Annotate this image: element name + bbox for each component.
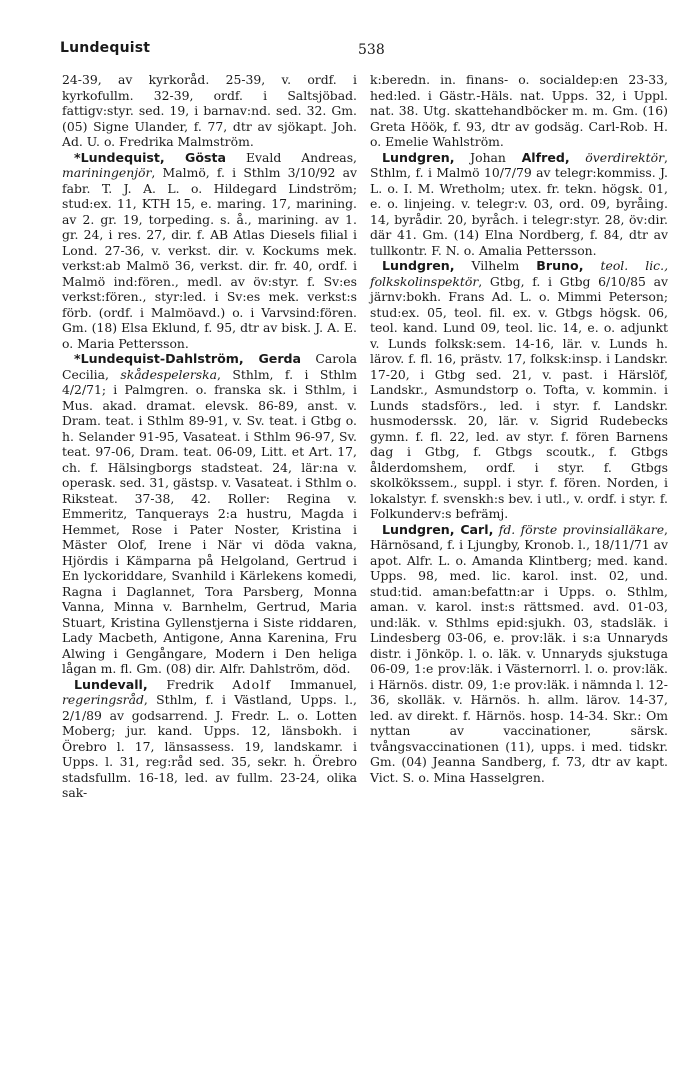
entry-title: fd. förste provinsialläkare	[493, 521, 665, 537]
running-headword: Lundequist	[60, 40, 151, 56]
entry-text: , Malmö, f. i Sthlm 3/10/92 av fabr. T. J. A. L. o. Hildegard Lindström; stud:ex. 11, KTH 15, e. maring. 17, marining. av 2. gr. 19, torpeding. s. å., marining. av 1. gr. 24, i res. 27, dir. f. AB Atlas Diesels filial i Lond. 27-36, v. verkst. dir. v. Kockums mek. verkst:ab Malmö 36, verkst. dir. fr. 40, ordf. i Malmö ind:fören., medl. av öv:styr. f. Sv:es verkst:fören., styr:led. i Sv:es mek. verkst:s förb. (ordf. i Malmöavd.) o. i Varvsind:fören. Gm. (18) Elsa Eklund, f. 95, dtr av bisk. J. A. E. o. Maria Pettersson.	[62, 165, 357, 351]
entry-lundequist-gosta	[62, 150, 357, 352]
entry-given-names: Immanuel,	[271, 676, 357, 692]
running-head	[60, 40, 660, 64]
entry-lundgren-alfred	[370, 150, 668, 259]
entry-lundgren-carl	[370, 522, 668, 786]
entry-headword: Lundgren, Carl,	[382, 521, 494, 537]
entry-text: , Sthlm, f. i Västland, Upps. l., 2/1/89 av godsarrend. J. Fredr. L. o. Lotten Moberg; jur. kand. Upps. 12, länsbokh. i Örebro l. 17, länsassess. 19, landskamr. i Upps. l. 31, reg:råd sed. 35, sekr. h. Örebro stadsfullm. 16-18, led. av fullm. 23-24, olika sak-	[62, 692, 357, 800]
entry-text: , Gtbg, f. i Gtbg 6/10/85 av järnv:bokh. Frans Ad. L. o. Mimmi Peterson; stud:ex. 05, teol. fil. ex. v. Gtbgs högsk. 06, teol. kand. Lund 09, teol. lic. 14, e. o. adjunkt v. Lunds folksk:sem. 14-16, lär. v. Lunds h. lärov. f. fl. 16, prästv. 17, folksk:insp. i Landskr. 17-20, i Gtbg sed. 21, v. past. i Härslöf, Landskr., Asmundstorp o. Tofta, v. kommin. i Lunds stadsförs., led. i styr. f. Landskr. husmoderssk. 20, lär. v. Sigrid Rudebecks gymn. f. fl. 22, led. av styr. f. fören Barnens dag i Gtbg, f. Gtbgs scoutk., f. Gtbgs ålderdomshem, ordf. i styr. f. Gtbgs skolkökssem., suppl. i styr. f. fören. Norden, i lokalstyr. f. svenskh:s bev. i utl., v. ordf. i styr. f. Folkunderv:s befrämj.	[370, 273, 668, 521]
entry-title: regeringsråd	[62, 692, 144, 707]
entry-text: k:beredn. in. finans- o. socialdep:en 23-33, hed:led. i Gästr.-Häls. nat. Upps. 32, i Uppl. nat. 38. Utg. skattehandböcker m. m. Gm. (16) Greta Höök, f. 93, dtr av godsäg. Carl-Rob. H. o. Emelie Wahlström.	[370, 72, 668, 149]
entry-given-names: Carola Cecilia,	[62, 351, 357, 382]
entry-title: mariningenjör	[62, 165, 152, 180]
entry-headword: Lundgren,	[382, 258, 455, 273]
right-column	[370, 72, 668, 785]
entry-given-names: Johan	[454, 149, 522, 165]
entry-headword: *Lundequist, Gösta	[74, 149, 227, 165]
left-column	[62, 72, 357, 801]
entry-headword: Lundevall,	[74, 676, 148, 692]
entry-headword: Lundgren,	[382, 149, 455, 165]
entry-lundgren-bruno	[370, 258, 668, 522]
entry-text: , Sthlm, f. i Sthlm 4/2/71; i Palmgren. o. franska sk. i Sthlm, i Mus. akad. dramat. elevsk. 86-89, anst. v. Dram. teat. i Sthlm 89-91, v. Sv. teat. i Gtbg o. h. Selander 91-95, Vasateat. i Sthlm 96-97, Sv. teat. 97-06, Dram. teat. 06-09, Litt. et Art. 17, ch. f. Hälsingborgs stadsteat. 24, lär:na v. operask. sed. 31, gästsp. v. Vasateat. i Sthlm o. Riksteat. 37-38, 42. Roller: Regina v. Emmeritz, Tanquerays 2:a hustru, Magda i Hemmet, Rose i Pater Noster, Kristina i Mäster Olof, Irene i När vi döda vakna, Hjördis i Kämparna på Helgoland, Gertrud i En lyckoriddare, Svanhild i Kärlekens komedi, Ragna i Daglannet, Tora Parsberg, Monna Vanna, Minna v. Barnhelm, Gertrud, Maria Stuart, Kristina Gyllenstjerna i Siste riddaren, Lady Macbeth, Antigone, Anna Karenina, Fru Alwing i Gengångare, Modern i Den heliga lågan m. fl. Gm. (08) dir. Alfr. Dahlström, död.	[62, 366, 358, 676]
entry-given-names: Vilhelm	[454, 258, 537, 273]
entry-call-name: Alfred,	[521, 149, 570, 165]
entry-call-name: Bruno,	[536, 258, 584, 273]
continuation-entry	[62, 72, 357, 150]
entry-lundequist-dahlstrom-gerda	[62, 351, 357, 677]
entry-title: överdirektör	[569, 149, 665, 165]
entry-given-names: Fredrik	[147, 676, 233, 692]
entry-call-name: Adolf	[232, 676, 272, 692]
page-number: 538	[358, 42, 385, 58]
entry-headword: *Lundequist-Dahlström, Gerda	[74, 351, 302, 366]
entry-given-names: Evald Andreas,	[226, 149, 357, 165]
entry-text: , Sthlm, f. i Malmö 10/7/79 av telegr:kommiss. J. L. o. I. M. Wretholm; utex. fr. tekn. högsk. 01, e. o. linjeing. v. telegr:v. 03, ord. 09, byråing. 14, byrådir. 20, byråch. i telegr:styr. 28, öv:dir. där 41. Gm. (14) Elna Nordberg, f. 84, dtr av tullkontr. F. N. o. Amalia Pettersson.	[370, 149, 668, 258]
entry-title: skådespelerska	[120, 366, 218, 382]
entry-title: teol. lic., folkskolinspektör	[370, 258, 669, 289]
entry-text: , Härnösand, f. i Ljungby, Kronob. l., 18/11/71 av apot. Alfr. L. o. Amanda Klintberg; med. kand. Upps. 98, med. lic. karol. inst. 02, und. stud:tid. aman:befattn:ar i Upps. o. Sthlm, aman. v. karol. inst:s rättsmed. avd. 01-03, und:läk. v. Sthlms epid:sjukh. 03, stadsläk. i Lindesberg 03-06, e. prov:läk. i s:a Unnaryds distr. i Jönköp. l. o. läk. v. Unnaryds sjukstuga 06-09, 1:e prov:läk. i Västernorrl. l. o. prov:läk. i Härnös. distr. 09, 1:e prov:läk. i nämnda l. 12-36, skolläk. v. Härnös. h. allm. lärov. 14-37, led. av direkt. f. Härnös. hosp. 14-34. Skr.: Om nyttan av vaccinationer, särsk. tvångsvaccinationen (11), upps. i med. tidskr. Gm. (04) Jeanna Sandberg, f. 73, dtr av kapt. Vict. S. o. Mina Hasselgren.	[370, 521, 668, 785]
continuation-entry	[370, 72, 668, 150]
entry-lundevall	[62, 677, 357, 801]
entry-text: 24-39, av kyrkoråd. 25-39, v. ordf. i kyrkofullm. 32-39, ordf. i Saltsjöbad. fattigv:styr. sed. 19, i barnav:nd. sed. 32. Gm. (05) Signe Ulander, f. 77, dtr av sjökapt. Joh. Ad. U. o. Fredrika Malmström.	[62, 72, 357, 149]
